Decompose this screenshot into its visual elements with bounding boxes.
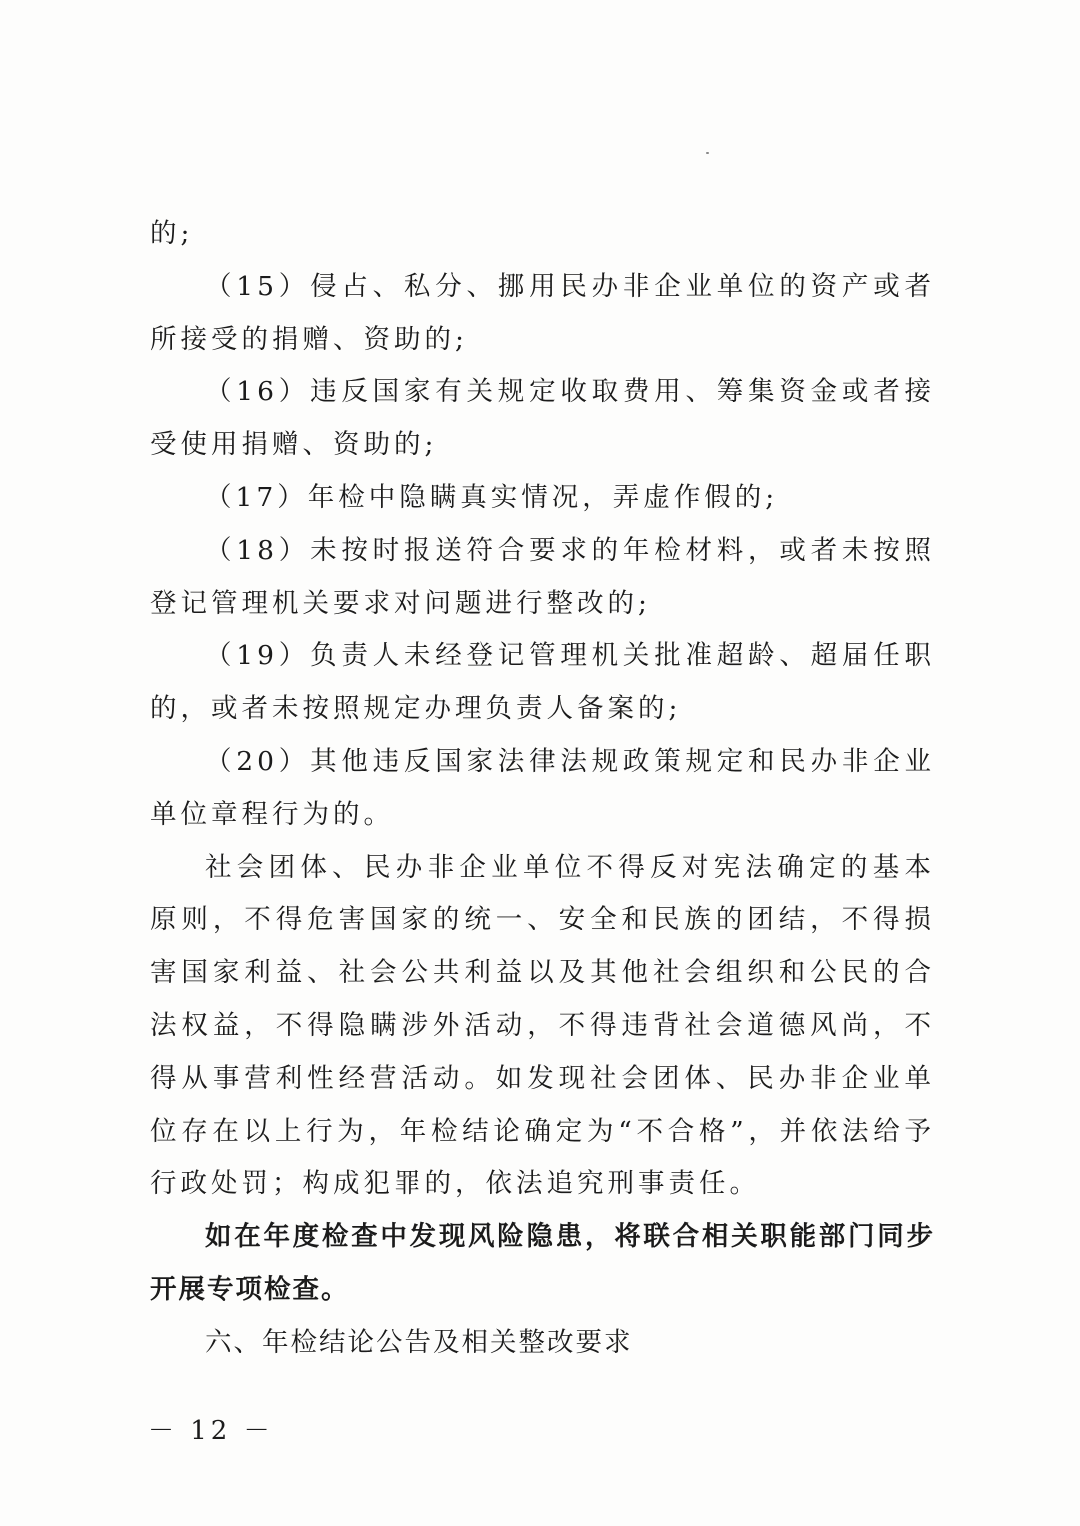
paragraph-item-16: （16）违反国家有关规定收取费用、筹集资金或者接受使用捐赠、资助的;	[150, 376, 935, 461]
paragraph-item-19: （19）负责人未经登记管理机关批准超龄、超届任职的，或者未按照规定办理负责人备案的;	[150, 640, 935, 725]
paragraph-risk-inspection: 如在年度检查中发现风险隐患，将联合相关职能部门同步开展专项检查。	[150, 1221, 935, 1305]
paragraph-item-15: （15）侵占、私分、挪用民办非企业单位的资产或者所接受的捐赠、资助的;	[150, 270, 935, 355]
paragraph-continuation: 的;	[150, 218, 194, 249]
page-number: － 12 －	[148, 1416, 274, 1446]
paragraph-item-20: （20）其他违反国家法律法规政策规定和民办非企业单位章程行为的。	[150, 745, 935, 830]
paragraph-item-18: （18）未按时报送符合要求的年检材料，或者未按照登记管理机关要求对问题进行整改的;	[150, 534, 935, 619]
section-heading: 六、年检结论公告及相关整改要求	[205, 1326, 633, 1358]
paragraph-item-17: （17）年检中隐瞒真实情况，弄虚作假的;	[205, 481, 779, 513]
document-body	[150, 208, 935, 1370]
paragraph-prohibitions: 社会团体、民办非企业单位不得反对宪法确定的基本原则，不得危害国家的统一、安全和民族的团结，不得损害国家利益、社会公共利益以及其他社会组织和公民的合法权益，不得隐瞒涉外活动，不得违背社会道德风尚，不得从事营利性经营活动。如发现社会团体、民办非企业单位存在以上行为，年检结论确定为“不合格”，并依法给予行政处罚；构成犯罪的，依法追究刑事责任。	[150, 851, 935, 1200]
scan-speck	[706, 152, 709, 154]
